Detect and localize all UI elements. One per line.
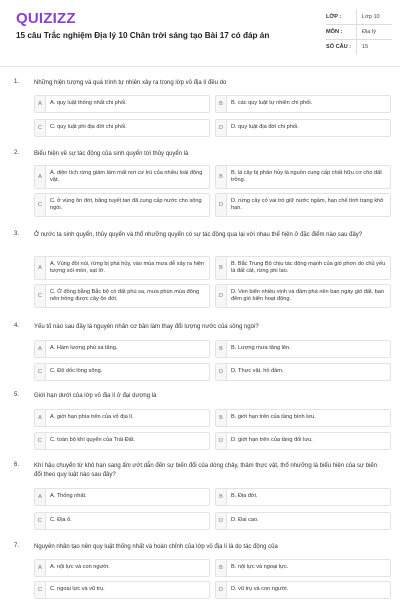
option-letter: D (216, 433, 227, 449)
option-letter: C (35, 513, 46, 529)
option-d[interactable] (215, 284, 391, 308)
question-number: 4. (14, 323, 20, 329)
option-text: A. diện tích rừng giảm làm mất nơi cư trú của nhiều loài động vật. (50, 169, 203, 183)
option-letter: C (35, 120, 46, 136)
option-text: A. giới hạn phía trên của vỏ địa lí. (50, 414, 134, 421)
option-d[interactable] (215, 512, 391, 530)
meta-label: MÔN : (326, 29, 343, 35)
option-text: D. Ven biển nhiều vịnh và đầm phá nên ban ngày gió đất, ban đêm gió biển hoạt động. (231, 288, 385, 302)
option-b[interactable] (215, 165, 391, 189)
option-letter: A (35, 166, 46, 188)
option-letter: A (35, 410, 46, 426)
option-text: C. ở vùng ôn đới, băng tuyết tan đã cung cấp nước cho sông ngòi. (50, 197, 202, 211)
option-text: D. Đai cao. (231, 517, 259, 524)
question-text: Giới hạn dưới của lớp vỏ địa lí ở đại dương là (34, 393, 157, 399)
meta-label: SỐ CÂU : (326, 44, 352, 50)
option-a[interactable] (34, 340, 210, 358)
option-text: B. Địa đới. (231, 493, 258, 500)
question-number: 1. (14, 79, 20, 85)
question-text: Khí hậu chuyển từ khô hạn sang ẩm ướt dẫn đến sự biến đổi của dòng chảy, thảm thực vật, thổ nhưỡng là biểu hiện của sự biến đổi theo quy luật nào sau đây? (34, 463, 378, 478)
option-letter: C (35, 433, 46, 449)
option-b[interactable] (215, 488, 391, 506)
option-letter: C (35, 364, 46, 380)
option-text: B. giới hạn trên của tầng bình lưu. (231, 414, 316, 421)
option-letter: B (216, 166, 227, 188)
option-c[interactable] (34, 581, 210, 599)
option-a[interactable] (34, 165, 210, 189)
option-letter: D (216, 513, 227, 529)
question-number: 3. (14, 231, 20, 237)
option-text: C. Ở đồng bằng Bắc bộ có đất phù sa, mưa phùn mùa đông nên trồng được cây ôn đới. (50, 288, 200, 302)
option-b[interactable] (215, 95, 391, 113)
option-letter: D (216, 120, 227, 136)
option-letter: A (35, 489, 46, 505)
option-letter: B (216, 341, 227, 357)
option-text: C. Địa ô. (50, 517, 72, 524)
option-text: D. vũ trụ và con người. (231, 586, 289, 593)
option-letter: B (216, 410, 227, 426)
option-text: B. các quy luật tự nhiên chi phối. (231, 100, 313, 107)
option-text: B. Bắc Trung Bộ chịu tác động mạnh của gió phơn do chủ yếu là đất cát, rừng phi lao. (231, 260, 386, 274)
option-text: A. Vùng đồi núi, rừng bị phá hủy, vào mùa mưa dễ xảy ra hiện tượng xói mòn, sạt lở. (50, 260, 205, 274)
option-text: D. Thực vật, hồ đầm. (231, 368, 284, 375)
option-c[interactable] (34, 193, 210, 217)
option-d[interactable] (215, 432, 391, 450)
option-letter: A (35, 257, 46, 279)
option-text: A. Thống nhất. (50, 493, 87, 500)
option-text: D. rừng cây có vai trò giữ nước ngầm, hạn chế tình trạng khô hạn. (231, 197, 384, 211)
option-text: B. Lượng mưa tăng lên. (231, 345, 291, 352)
option-c[interactable] (34, 284, 210, 308)
option-a[interactable] (34, 488, 210, 506)
option-c[interactable] (34, 512, 210, 530)
option-text: B. lá cây bị phân hủy là nguồn cung cấp chất hữu cơ cho đất trồng. (231, 169, 382, 183)
option-letter: A (35, 341, 46, 357)
option-b[interactable] (215, 409, 391, 427)
option-d[interactable] (215, 581, 391, 599)
option-d[interactable] (215, 193, 391, 217)
meta-value: Lớp 10 (356, 10, 392, 24)
option-text: C. toàn bộ khí quyển của Trái Đất. (50, 437, 135, 444)
option-letter: C (35, 285, 46, 307)
meta-row-question-count (326, 40, 392, 54)
option-d[interactable] (215, 363, 391, 381)
option-text: C. Độ dốc lòng sông. (50, 368, 103, 375)
meta-row-class (326, 10, 392, 25)
option-letter: C (35, 582, 46, 598)
quizizz-logo: QUIZIZZ (16, 10, 76, 27)
meta-value: Địa lý (356, 25, 392, 39)
meta-label: LỚP : (326, 14, 342, 20)
option-letter: B (216, 257, 227, 279)
question-number: 6. (14, 462, 20, 468)
option-letter: D (216, 285, 227, 307)
option-b[interactable] (215, 256, 391, 280)
worksheet-header (0, 0, 400, 66)
option-letter: D (216, 194, 227, 216)
question-text: Nguyên nhân tạo nên quy luật thống nhất và hoàn chỉnh của lớp vỏ địa lí là do tác động của (34, 544, 278, 550)
option-a[interactable] (34, 95, 210, 113)
question-text: Ở nước ta sinh quyển, thủy quyển và thổ nhưỡng quyển có sự tác động qua lại với nhau thể hiện ở đặc điểm nào sau đây? (34, 232, 363, 238)
option-text: A. nội lực và con người. (50, 564, 110, 571)
option-d[interactable] (215, 119, 391, 137)
question-text: Biểu hiện về sự tác động của sinh quyển tới thủy quyển là (34, 151, 189, 157)
worksheet-meta-box (326, 10, 392, 54)
question-number: 5. (14, 392, 20, 398)
option-text: B. nội lực và ngoại lực. (231, 564, 289, 571)
option-b[interactable] (215, 559, 391, 577)
question-text: Yếu tố nào sau đây là nguyên nhân cơ bản làm thay đổi lượng nước của sông ngòi? (34, 324, 259, 330)
meta-value: 15 (356, 40, 392, 54)
option-letter: B (216, 560, 227, 576)
question-number: 2. (14, 150, 20, 156)
option-c[interactable] (34, 119, 210, 137)
option-letter: A (35, 560, 46, 576)
option-text: C. quy luật phi địa đới chi phối. (50, 124, 127, 131)
question-number: 7. (14, 543, 20, 549)
option-letter: A (35, 96, 46, 112)
option-text: A. Hàm lượng phù sa tăng. (50, 345, 118, 352)
option-text: C. ngoại lực và vũ trụ. (50, 586, 105, 593)
option-c[interactable] (34, 432, 210, 450)
option-a[interactable] (34, 559, 210, 577)
option-letter: D (216, 364, 227, 380)
option-b[interactable] (215, 340, 391, 358)
option-c[interactable] (34, 363, 210, 381)
option-letter: B (216, 489, 227, 505)
option-text: A. quy luật thống nhất chi phối. (50, 100, 127, 107)
option-a[interactable] (34, 256, 210, 280)
option-a[interactable] (34, 409, 210, 427)
option-text: D. quy luật địa đới chi phối. (231, 124, 299, 131)
header-divider (0, 66, 400, 67)
question-text: Những hiện tượng và quá trình tự nhiên xảy ra trong lớp vỏ địa lí đều do (34, 80, 227, 86)
worksheet-title: 15 câu Trắc nghiệm Địa lý 10 Chân trời sáng tạo Bài 17 có đáp án (16, 31, 270, 40)
option-letter: C (35, 194, 46, 216)
option-letter: B (216, 96, 227, 112)
option-text: D. giới hạn trên của tầng đối lưu. (231, 437, 313, 444)
option-letter: D (216, 582, 227, 598)
meta-row-subject (326, 25, 392, 40)
